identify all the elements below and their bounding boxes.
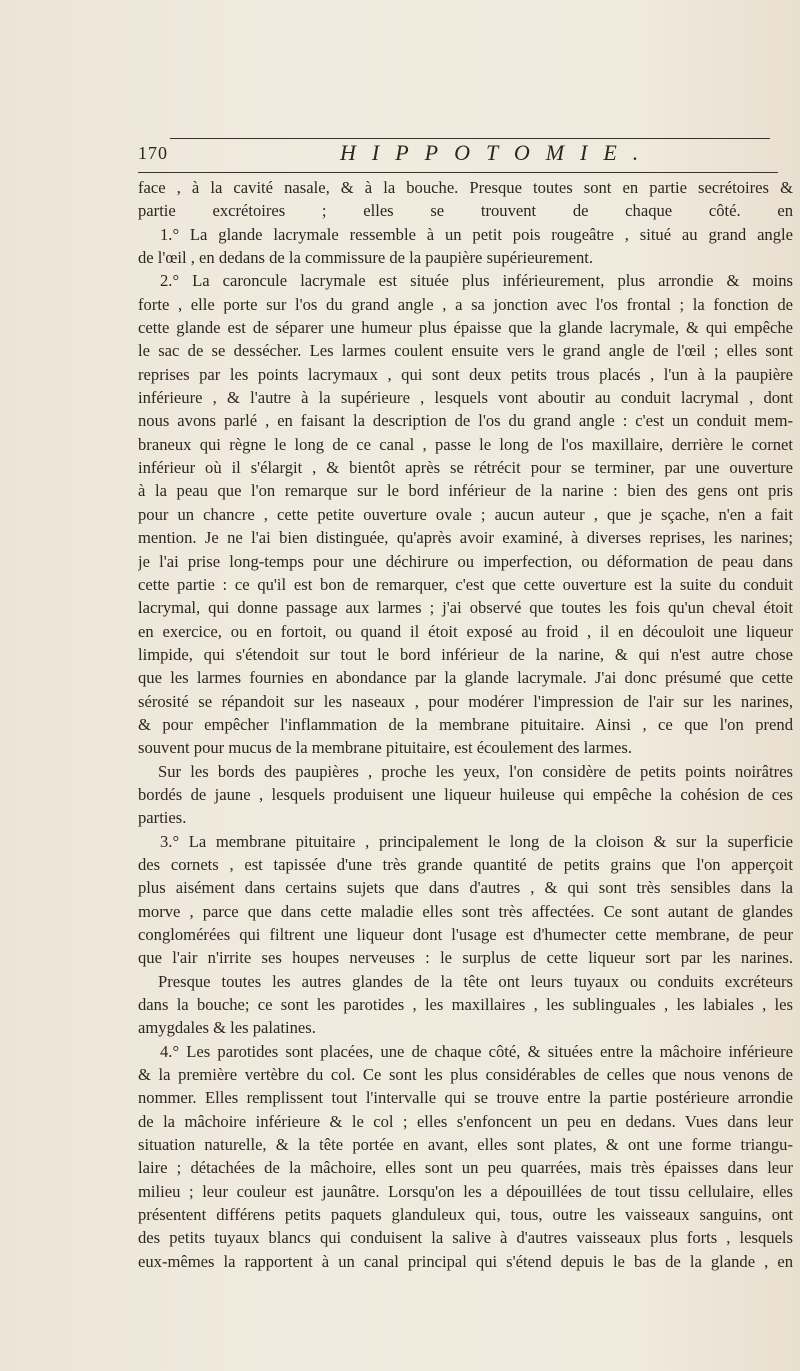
text-line: plus aisément dans certains sujets que dans d'autres , & qui sont très sensibles dans la — [138, 878, 793, 898]
text-line: que les larmes fournies en abondance par la glande lacrymale. J'ai donc présumé que cette — [138, 668, 793, 688]
text-line: conglomérées qui filtrent une liqueur dont l'usage est d'humecter cette membrane, de peur — [138, 925, 793, 944]
text-line: de la mâchoire inférieure & le col ; elles s'enfoncent un peu en dedans. Vues dans leur — [138, 1111, 793, 1131]
text-line: 2.° La caroncule lacrymale est située plus inférieurement, plus arrondie & moins — [160, 271, 793, 291]
text-line: partie excrétoires ; elles se trouvent de chaque côté. en — [138, 201, 793, 221]
text-line: nous avons parlé , en faisant la description de l'os du grand angle : c'est un conduit mem- — [138, 411, 793, 431]
text-line: amygdales & les palatines. — [138, 1018, 316, 1038]
text-line: inférieur où il s'élargit , & bientôt après se rétrécit pour se terminer, par une ouverture — [138, 458, 793, 478]
text-line: laire ; détachées de la mâchoire, elles sont un peu quarrées, mais très épaisses dans leur — [138, 1158, 793, 1178]
text-line: en exercice, ou en fortoit, ou quand il étoit exposé au froid , il en découloit une liqueur — [138, 621, 793, 641]
text-line: situation naturelle, & la tête portée en avant, elles sont plates, & ont une forme triangu- — [138, 1135, 793, 1155]
header-rule-top — [170, 138, 770, 139]
text-line: à la peau que l'on remarque sur le bord inférieur de la narine : bien des gens ont pris — [138, 481, 793, 501]
text-line: souvent pour mucus de la membrane pituitaire, est écoulement des larmes. — [138, 738, 632, 758]
text-line: dans la bouche; ce sont les parotides , les maxillaires , les sublinguales , les labiales , les — [138, 995, 793, 1015]
text-line: & la première vertèbre du col. Ce sont les plus considérables de celles que nous venons de — [138, 1065, 793, 1085]
text-line: face , à la cavité nasale, & à la bouche. Presque toutes sont en partie secrétoires & — [138, 178, 793, 197]
text-line: Sur les bords des paupières , proche les yeux, l'on considère de petits points noirâtres — [158, 761, 793, 781]
text-line: forte , elle porte sur l'os du grand angle , a sa jonction avec l'os frontal ; la fonction de — [138, 294, 793, 314]
text-line: 1.° La glande lacrymale ressemble à un petit pois rougeâtre , situé au grand angle — [160, 224, 793, 244]
text-line: que l'air n'irrite ses houpes nerveuses : le surplus de cette liqueur sort par les narines. — [138, 948, 793, 968]
text-line: inférieure , & l'autre à la supérieure , lesquels vont aboutir au conduit lacrymal , dont — [138, 388, 793, 408]
text-line: morve , parce que dans cette maladie elles sont très affectées. Ce sont autant de glandes — [138, 901, 793, 921]
header-rule-bottom — [138, 172, 778, 173]
text-line: des petits tuyaux blancs qui conduisent la salive à d'autres vaisseaux plus forts , lesquels — [138, 1228, 793, 1248]
text-line: Presque toutes les autres glandes de la tête ont leurs tuyaux ou conduits excréteurs — [158, 971, 793, 991]
text-line: braneux qui règne le long de ce canal , passe le long de l'os maxillaire, derrière le cornet — [138, 434, 793, 454]
text-line: reprises par les points lacrymaux , qui sont deux petits trous placés , l'un à la paupière — [138, 364, 793, 384]
text-line: je l'ai prise long-temps pour une déchirure ou imperfection, ou déformation de peau dans — [138, 551, 793, 571]
text-line: 3.° La membrane pituitaire , principalement le long de la cloison & sur la superficie — [160, 831, 793, 851]
running-title: HIPPOTOMIE. — [340, 140, 655, 165]
text-line: lacrymal, qui donne passage aux larmes ; j'ai observé que toutes les fois qu'un cheval étoit — [138, 598, 793, 618]
text-line: cette glande est de séparer une humeur plus épaisse que la glande lacrymale, & qui empêche — [138, 318, 793, 338]
text-line: parties. — [138, 808, 187, 828]
text-line: de l'œil , en dedans de la commissure de la paupière supérieurement. — [138, 248, 594, 268]
text-line: & pour empêcher l'inflammation de la membrane pituitaire. Ainsi , ce que l'on prend — [138, 714, 793, 734]
text-line: le sac de se dessécher. Les larmes coulent ensuite vers le grand angle de l'œil ; elles sont — [138, 341, 793, 361]
text-line: eux-mêmes la rapportent à un canal principal qui s'étend depuis le bas de la glande , en — [138, 1251, 793, 1271]
text-line: milieu ; leur couleur est jaunâtre. Lorsqu'on les a dépouillées de tout tissu cellulaire, elles — [138, 1181, 793, 1201]
text-line: bordés de jaune , lesquels produisent une liqueur huileuse qui empêche la cohésion de ces — [138, 784, 793, 804]
text-line: pour un chancre , cette petite ouverture ovale ; aucun auteur , que je sçache, n'en a fait — [138, 504, 793, 524]
text-line: sérosité se répandoit sur les naseaux , pour modérer l'impression de l'air sur les narines, — [138, 691, 793, 711]
text-line: nommer. Elles remplissent tout l'intervalle qui se trouve entre la partie postérieure arrondie — [138, 1088, 793, 1108]
text-line: des cornets , est tapissée d'une très grande quantité de petits grains que l'on apperçoit — [138, 854, 793, 874]
text-line: 4.° Les parotides sont placées, une de chaque côté, & situées entre la mâchoire inférieure — [160, 1041, 793, 1061]
text-line: présentent différens petits paquets glanduleux qui, tous, outre les vaisseaux sanguins, ont — [138, 1205, 793, 1225]
text-line: cette partie : ce qu'il est bon de remarquer, c'est que cette ouverture est la suite du conduit — [138, 574, 793, 594]
text-line: mention. Je ne l'ai bien distinguée, qu'après avoir examiné, à diverses reprises, les narines; — [138, 528, 793, 548]
page-number: 170 — [138, 143, 168, 163]
text-line: limpide, qui s'étendoit sur tout le bord inférieur de la narine, & qui n'est autre chose — [138, 644, 793, 664]
body-text — [138, 176, 793, 1273]
